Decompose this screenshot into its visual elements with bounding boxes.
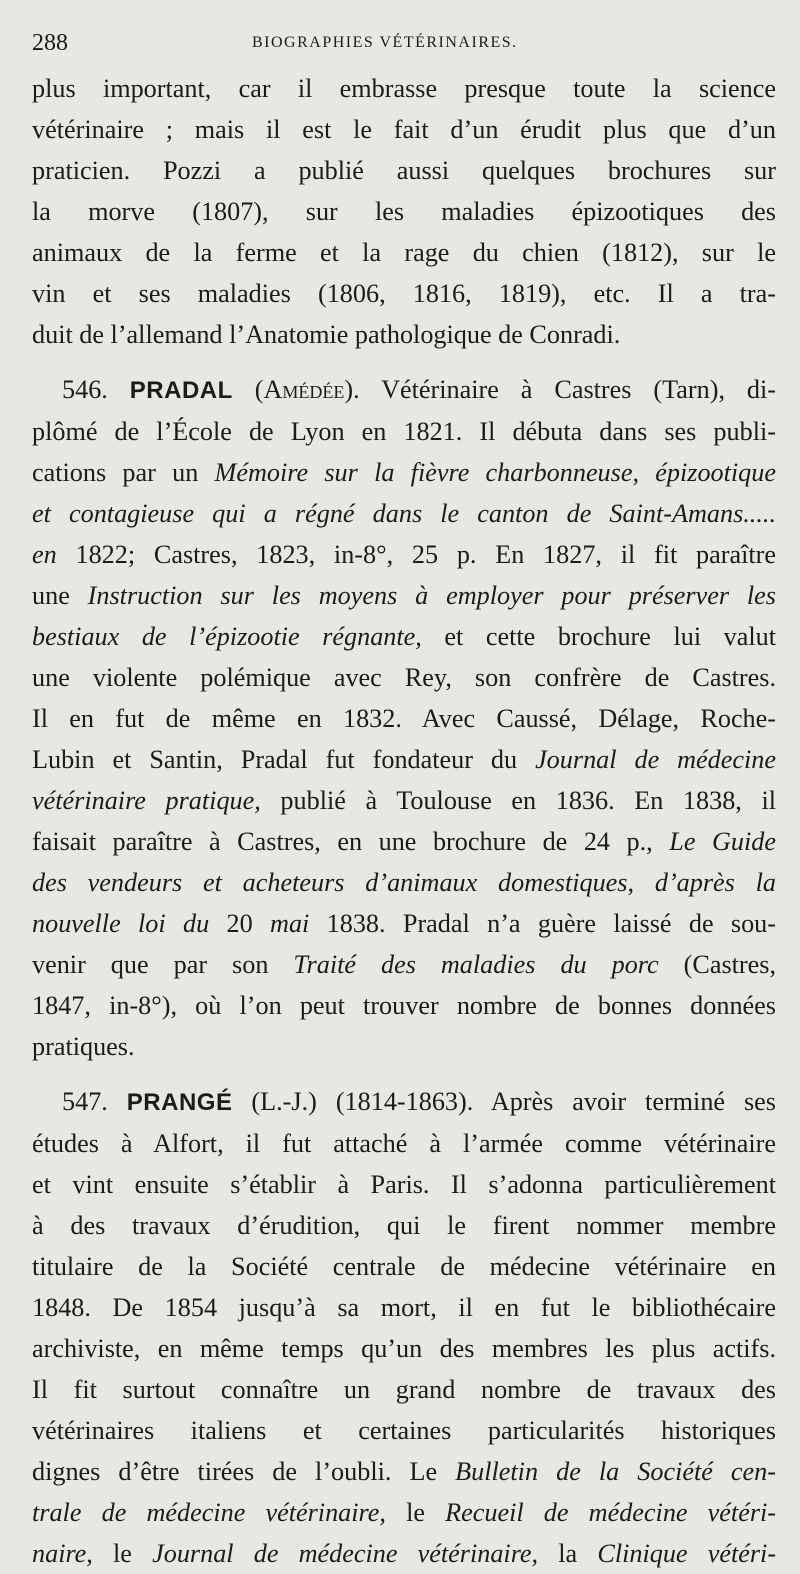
text-fragment: une <box>32 581 70 610</box>
text-line <box>32 616 776 657</box>
text-line <box>32 1451 776 1492</box>
text-fragment: Lubin et Santin, Pradal fut fondateur du <box>32 745 518 774</box>
text-line: titulaire de la Société centrale de médecine vétérinaire en <box>32 1252 776 1281</box>
text-fragment: la <box>558 1539 578 1568</box>
text-line: vétérinaire ; mais il est le fait d’un érudit plus que d’un <box>32 115 776 144</box>
italic-title: mai <box>270 909 310 938</box>
text-line: à des travaux d’érudition, qui le firent nommer membre <box>32 1211 776 1240</box>
text-line <box>32 862 776 903</box>
italic-title: vétérinaire pratique, <box>32 786 261 815</box>
italic-title: Instruction sur les moyens à employer pour préserver les <box>87 581 776 610</box>
text-line <box>32 739 776 780</box>
text-line: études à Alfort, il fut attaché à l’armée comme vétérinaire <box>32 1129 776 1158</box>
text-line: une violente polémique avec Rey, son confrère de Castres. <box>32 663 776 692</box>
text-line: praticien. Pozzi a publié aussi quelques brochures sur <box>32 156 776 185</box>
text-line <box>32 903 776 944</box>
italic-title: des vendeurs et acheteurs d’animaux domestiques, <box>32 868 635 897</box>
italic-title: en <box>32 540 57 569</box>
entry-number: 547. <box>62 1087 108 1116</box>
text-line <box>32 1492 776 1533</box>
italic-title: d’après la <box>654 868 776 897</box>
entry-name: PRADAL <box>129 377 233 404</box>
page-header <box>32 22 776 68</box>
entry-547-prange <box>32 1081 776 1574</box>
italic-title: Journal de médecine vétérinaire, <box>152 1539 539 1568</box>
italic-title: Clinique vétéri- <box>597 1539 777 1568</box>
italic-title: Mémoire sur la fièvre charbonneuse, épizootique <box>214 458 776 487</box>
text-fragment: le <box>406 1498 425 1527</box>
text-line: duit de l’allemand l’Anatomie pathologique de Conradi. <box>32 320 621 349</box>
text-line <box>32 944 776 985</box>
text-line <box>32 575 776 616</box>
italic-title: Traité des maladies du porc <box>293 950 659 979</box>
entry-name: PRANGÉ <box>126 1089 233 1116</box>
text-line: la morve (1807), sur les maladies épizootiques des <box>32 197 776 226</box>
italic-title: Journal de médecine <box>535 745 776 774</box>
entry-given-name: (Amédée). <box>254 375 360 404</box>
text-line <box>32 534 776 575</box>
italic-title: et contagieuse qui a régné dans le canton de Saint-Amans..... <box>32 499 776 528</box>
text-line <box>32 369 776 411</box>
italic-title: Bulletin de la Société cen- <box>455 1457 776 1486</box>
text-line <box>32 780 776 821</box>
text-line <box>32 452 776 493</box>
text-fragment: cations par un <box>32 458 199 487</box>
text-line: animaux de la ferme et la rage du chien (1812), sur le <box>32 238 776 267</box>
text-fragment: le <box>113 1539 132 1568</box>
text-line: vétérinaires italiens et certaines particularités historiques <box>32 1416 776 1445</box>
entry-given-name: (L.-J.) (1814-1863). <box>251 1087 474 1116</box>
italic-title: Le Guide <box>669 827 777 856</box>
text-line: plus important, car il embrasse presque toute la science <box>32 74 776 103</box>
entry-number: 546. <box>62 375 108 404</box>
text-fragment: dignes d’être tirées de l’oubli. Le <box>32 1457 438 1486</box>
italic-title: naire, <box>32 1539 93 1568</box>
entry-546-pradal <box>32 369 776 1067</box>
page-number: 288 <box>32 30 68 56</box>
paragraph-pozzi-continuation <box>32 68 776 355</box>
italic-title: Recueil de médecine vétéri- <box>445 1498 777 1527</box>
text-line: vin et ses maladies (1806, 1816, 1819), etc. Il a tra- <box>32 279 776 308</box>
text-fragment: faisait paraître à Castres, en une brochure de 24 p., <box>32 827 653 856</box>
text-fragment: venir que par son <box>32 950 269 979</box>
text-fragment: Après avoir terminé ses <box>490 1087 776 1116</box>
text-line: 1847, in-8°), où l’on peut trouver nombre de bonnes données <box>32 991 776 1020</box>
text-line: Il fit surtout connaître un grand nombre de travaux des <box>32 1375 776 1404</box>
italic-title: nouvelle loi du <box>32 909 210 938</box>
text-line: Il en fut de même en 1832. Avec Caussé, Délage, Roche- <box>32 704 776 733</box>
text-line: plômé de l’École de Lyon en 1821. Il débuta dans ses publi- <box>32 417 776 446</box>
italic-title: bestiaux de l’épizootie régnante, <box>32 622 422 651</box>
running-title: BIOGRAPHIES VÉTÉRINAIRES. <box>252 34 518 51</box>
text-fragment: (Castres, <box>683 950 777 979</box>
italic-title: trale de médecine vétérinaire, <box>32 1498 386 1527</box>
text-fragment: et cette brochure lui valut <box>444 622 777 651</box>
text-fragment: publié à Toulouse en 1836. En 1838, il <box>280 786 776 815</box>
text-line <box>32 1533 776 1574</box>
text-line: pratiques. <box>32 1032 135 1061</box>
text-line <box>32 493 776 534</box>
text-fragment: 1822; Castres, 1823, in-8°, 25 p. En 1827, il fit paraître <box>75 540 776 569</box>
text-fragment: 1838. Pradal n’a guère laissé de sou- <box>326 909 776 938</box>
text-line: et vint ensuite s’établir à Paris. Il s’adonna particulièrement <box>32 1170 776 1199</box>
text-line <box>32 821 776 862</box>
text-line: archiviste, en même temps qu’un des membres les plus actifs. <box>32 1334 776 1363</box>
text-fragment: Vétérinaire à Castres (Tarn), di- <box>381 375 777 404</box>
text-line: 1848. De 1854 jusqu’à sa mort, il en fut le bibliothécaire <box>32 1293 776 1322</box>
text-line <box>32 1081 776 1123</box>
text-fragment: 20 <box>226 909 253 938</box>
